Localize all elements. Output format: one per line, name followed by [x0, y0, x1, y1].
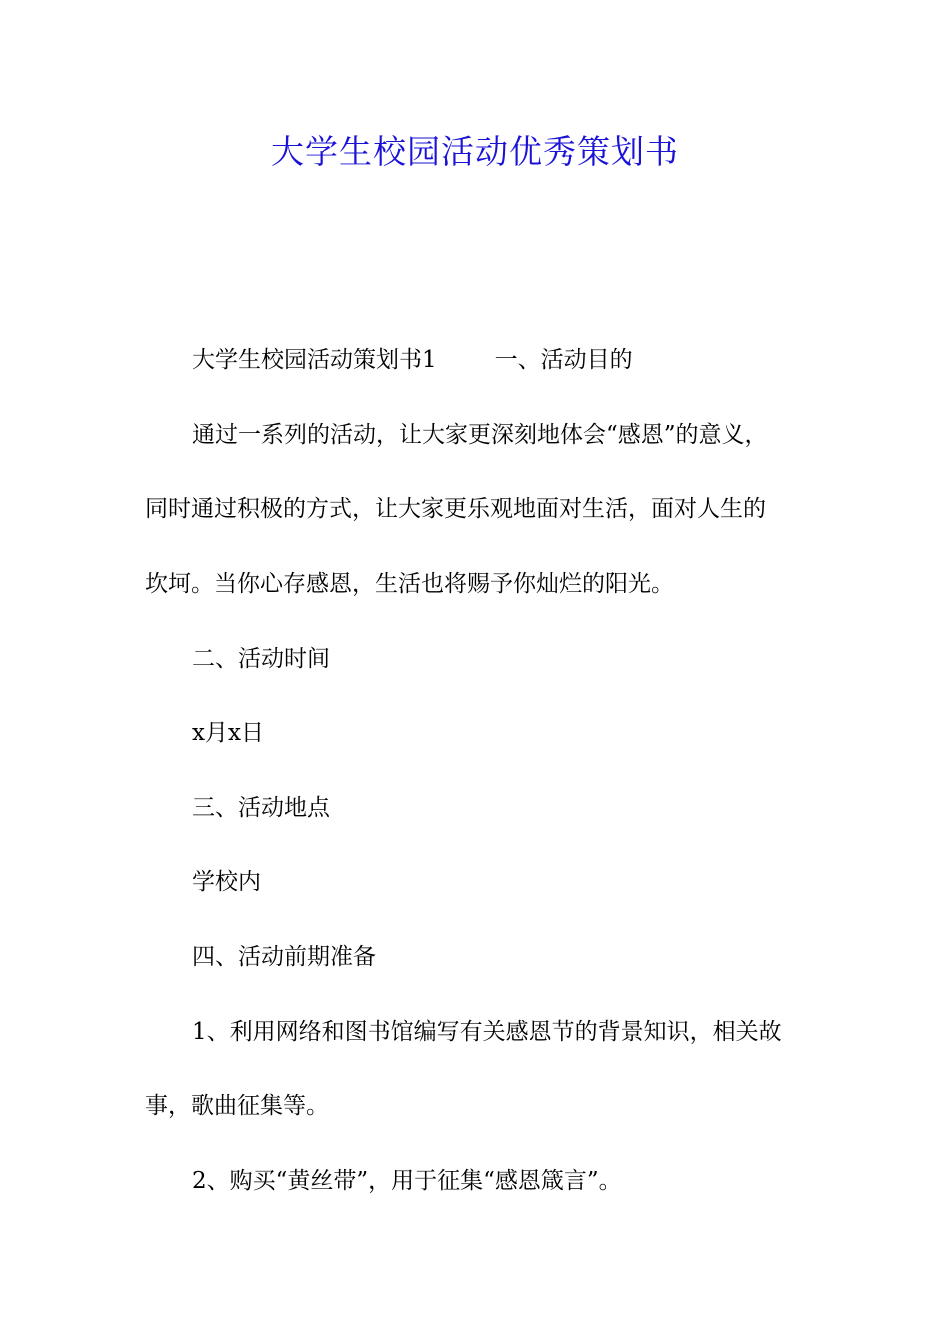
section-heading-time: 二、活动时间	[192, 646, 330, 672]
section-heading-purpose: 一、活动目的	[494, 347, 633, 373]
paragraph-line: 事，歌曲征集等。	[145, 1093, 329, 1119]
paragraph-line: 坎坷。当你心存感恩，生活也将赐予你灿烂的阳光。	[145, 571, 674, 597]
section-heading-preparation: 四、活动前期准备	[192, 944, 376, 970]
paragraph-line: 1、利用网络和图书馆编写有关感恩节的背景知识，相关故	[192, 1019, 782, 1045]
section-heading-location: 三、活动地点	[192, 795, 330, 821]
paragraph-line: x月x日	[192, 720, 264, 746]
plan-heading-line	[192, 342, 633, 378]
paragraph-line: 同时通过积极的方式，让大家更乐观地面对生活，面对人生的	[145, 496, 766, 522]
paragraph-line: 2、购买“黄丝带”，用于征集“感恩箴言”。	[192, 1168, 622, 1194]
paragraph-line: 通过一系列的活动，让大家更深刻地体会“感恩”的意义，	[192, 422, 768, 448]
paragraph-line: 学校内	[192, 869, 261, 895]
document-title: 大学生校园活动优秀策划书	[271, 132, 679, 171]
plan-subtitle: 大学生校园活动策划书1	[192, 347, 437, 373]
